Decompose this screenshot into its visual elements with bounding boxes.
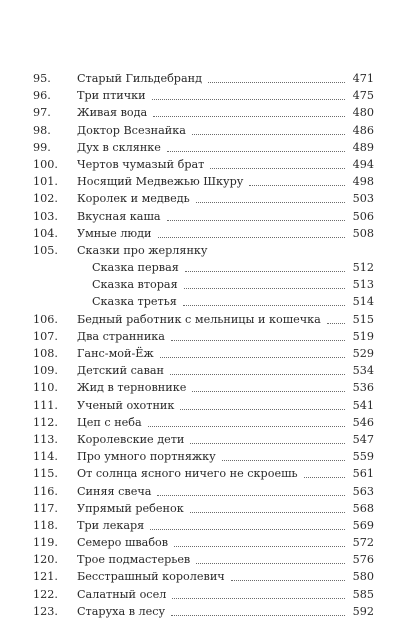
page-number: 534 bbox=[352, 364, 374, 378]
toc-subentry bbox=[0, 293, 410, 310]
dot-leader bbox=[192, 391, 345, 392]
dot-leader bbox=[153, 116, 345, 117]
page-number: 503 bbox=[352, 192, 374, 206]
page-number: 513 bbox=[352, 278, 374, 292]
toc-entry bbox=[0, 534, 410, 551]
entry-number: 117. bbox=[33, 501, 58, 515]
dot-leader bbox=[171, 615, 345, 616]
table-of-contents bbox=[0, 70, 410, 620]
entry-title: Три лекаря bbox=[77, 518, 145, 532]
entry-number: 96. bbox=[33, 89, 51, 103]
toc-entry bbox=[0, 156, 410, 173]
entry-number: 116. bbox=[33, 484, 58, 498]
toc-entry bbox=[0, 242, 410, 259]
toc-entry bbox=[0, 448, 410, 465]
entry-title: Живая вода bbox=[77, 106, 148, 120]
dot-leader bbox=[185, 271, 345, 272]
entry-number: 120. bbox=[33, 553, 58, 567]
page-number: 514 bbox=[352, 295, 374, 309]
entry-number: 108. bbox=[33, 347, 58, 360]
entry-title: Сказка первая bbox=[92, 261, 179, 275]
entry-number: 118. bbox=[33, 518, 58, 532]
toc-entry bbox=[0, 586, 410, 603]
dot-leader bbox=[171, 340, 345, 341]
entry-number: 115. bbox=[33, 467, 58, 481]
toc-entry bbox=[0, 122, 410, 139]
entry-number: 119. bbox=[33, 536, 58, 550]
toc-entry bbox=[0, 551, 410, 568]
toc-entry bbox=[0, 87, 410, 104]
page-number: 547 bbox=[352, 432, 374, 446]
page-number: 563 bbox=[352, 484, 374, 498]
entry-title: Умные люди bbox=[77, 226, 152, 240]
dot-leader bbox=[150, 529, 345, 530]
dot-leader bbox=[167, 151, 345, 152]
dot-leader bbox=[249, 185, 345, 186]
page-number: 592 bbox=[352, 604, 374, 618]
entry-number: 106. bbox=[33, 312, 58, 326]
page-number: 480 bbox=[352, 106, 374, 120]
entry-title: Сказка вторая bbox=[92, 278, 178, 292]
page-number: 519 bbox=[352, 329, 374, 343]
entry-title: Сказки про жерлянку bbox=[77, 243, 208, 257]
entry-title: Два странника bbox=[77, 329, 165, 343]
page-number: 572 bbox=[352, 536, 374, 550]
toc-entry bbox=[0, 328, 410, 345]
entry-title: Носящий Медвежью Шкуру bbox=[77, 175, 244, 189]
page-number: 494 bbox=[352, 157, 374, 171]
toc-entry bbox=[0, 208, 410, 225]
toc-entry bbox=[0, 517, 410, 534]
page-number: 475 bbox=[352, 89, 374, 103]
dot-leader bbox=[167, 220, 345, 221]
page-number: 512 bbox=[352, 261, 374, 275]
entry-number: 98. bbox=[33, 123, 51, 137]
entry-title: Доктор Всезнайка bbox=[77, 123, 186, 137]
page-number: 489 bbox=[352, 140, 374, 154]
entry-number: 99. bbox=[33, 140, 51, 154]
dot-leader bbox=[304, 477, 345, 478]
entry-number: 122. bbox=[33, 587, 58, 601]
entry-number: 109. bbox=[33, 364, 58, 378]
toc-entry bbox=[0, 568, 410, 585]
entry-title: Трое подмастерьев bbox=[77, 553, 191, 567]
entry-number: 111. bbox=[33, 398, 58, 412]
dot-leader bbox=[190, 512, 345, 513]
page-number: 498 bbox=[352, 175, 374, 189]
toc-entry bbox=[0, 414, 410, 431]
page-number: 580 bbox=[352, 570, 374, 584]
page-number: 486 bbox=[352, 123, 374, 137]
entry-number: 114. bbox=[33, 450, 58, 464]
page-number: 515 bbox=[352, 312, 374, 326]
toc-entry bbox=[0, 190, 410, 207]
toc-entry bbox=[0, 362, 410, 379]
toc-entry bbox=[0, 225, 410, 242]
entry-number: 113. bbox=[33, 432, 58, 446]
toc-entry bbox=[0, 104, 410, 121]
page-number: 541 bbox=[352, 398, 374, 412]
entry-title: Чертов чумазый брат bbox=[77, 157, 205, 171]
dot-leader bbox=[184, 288, 345, 289]
toc-entry bbox=[0, 431, 410, 448]
entry-number: 95. bbox=[33, 72, 51, 85]
dot-leader bbox=[148, 426, 345, 427]
toc-subentry bbox=[0, 276, 410, 293]
page-number: 568 bbox=[352, 501, 374, 515]
toc-entry bbox=[0, 483, 410, 500]
dot-leader bbox=[192, 134, 345, 135]
dot-leader bbox=[190, 443, 345, 444]
entry-number: 123. bbox=[33, 604, 58, 618]
page-number: 529 bbox=[352, 347, 374, 360]
dot-leader bbox=[160, 357, 345, 358]
page-number: 576 bbox=[352, 553, 374, 567]
entry-title: Дух в склянке bbox=[77, 140, 161, 154]
dot-leader bbox=[222, 460, 345, 461]
entry-title: Ганс-мой-Ёж bbox=[77, 347, 154, 360]
dot-leader bbox=[183, 305, 345, 306]
toc-entry bbox=[0, 379, 410, 396]
entry-number: 103. bbox=[33, 209, 58, 223]
entry-title: От солнца ясного ничего не скроешь bbox=[77, 467, 298, 481]
page-number: 506 bbox=[352, 209, 374, 223]
entry-number: 100. bbox=[33, 157, 58, 171]
dot-leader bbox=[196, 202, 345, 203]
entry-title: Старуха в лесу bbox=[77, 604, 166, 618]
entry-number: 102. bbox=[33, 192, 58, 206]
entry-number: 101. bbox=[33, 175, 58, 189]
entry-title: Жид в терновнике bbox=[77, 381, 187, 395]
page-number: 569 bbox=[352, 518, 374, 532]
entry-title: Бесстрашный королевич bbox=[77, 570, 225, 584]
toc-entry bbox=[0, 397, 410, 414]
toc-entry bbox=[0, 70, 410, 87]
page-number: 546 bbox=[352, 415, 374, 429]
toc-entry bbox=[0, 345, 410, 362]
entry-title: Королек и медведь bbox=[77, 192, 190, 206]
entry-number: 107. bbox=[33, 329, 58, 343]
entry-title: Королевские дети bbox=[77, 432, 185, 446]
page-number: 559 bbox=[352, 450, 374, 464]
entry-number: 105. bbox=[33, 243, 58, 257]
entry-number: 121. bbox=[33, 570, 58, 584]
toc-entry bbox=[0, 139, 410, 156]
dot-leader bbox=[158, 237, 345, 238]
toc-entry bbox=[0, 173, 410, 190]
entry-title: Вкусная каша bbox=[77, 209, 161, 223]
page-number: 561 bbox=[352, 467, 374, 481]
entry-title: Салатный осел bbox=[77, 587, 167, 601]
dot-leader bbox=[174, 546, 345, 547]
dot-leader bbox=[180, 409, 345, 410]
entry-title: Ученый охотник bbox=[77, 398, 175, 412]
entry-title: Цеп с неба bbox=[77, 415, 142, 429]
page-number: 585 bbox=[352, 587, 374, 601]
dot-leader bbox=[208, 82, 345, 83]
entry-title: Детский саван bbox=[77, 364, 164, 378]
dot-leader bbox=[231, 580, 345, 581]
entry-title: Старый Гильдебранд bbox=[77, 72, 202, 85]
dot-leader bbox=[196, 563, 345, 564]
entry-title: Три птички bbox=[77, 89, 146, 103]
entry-number: 112. bbox=[33, 415, 58, 429]
dot-leader bbox=[152, 99, 345, 100]
dot-leader bbox=[210, 168, 345, 169]
entry-title: Семеро швабов bbox=[77, 536, 169, 550]
toc-entry bbox=[0, 500, 410, 517]
entry-number: 104. bbox=[33, 226, 58, 240]
toc-subentry bbox=[0, 259, 410, 276]
dot-leader bbox=[170, 374, 345, 375]
entry-title: Про умного портняжку bbox=[77, 450, 216, 464]
page-number: 536 bbox=[352, 381, 374, 395]
dot-leader bbox=[157, 495, 345, 496]
page-number: 508 bbox=[352, 226, 374, 240]
dot-leader bbox=[327, 323, 345, 324]
toc-entry bbox=[0, 603, 410, 620]
entry-number: 97. bbox=[33, 106, 51, 120]
entry-title: Упрямый ребенок bbox=[77, 501, 184, 515]
entry-title: Сказка третья bbox=[92, 295, 177, 309]
page-number: 471 bbox=[352, 72, 374, 85]
entry-title: Синяя свеча bbox=[77, 484, 152, 498]
entry-title: Бедный работник с мельницы и кошечка bbox=[77, 312, 321, 326]
toc-entry bbox=[0, 311, 410, 328]
toc-entry bbox=[0, 465, 410, 482]
entry-number: 110. bbox=[33, 381, 58, 395]
dot-leader bbox=[172, 598, 345, 599]
